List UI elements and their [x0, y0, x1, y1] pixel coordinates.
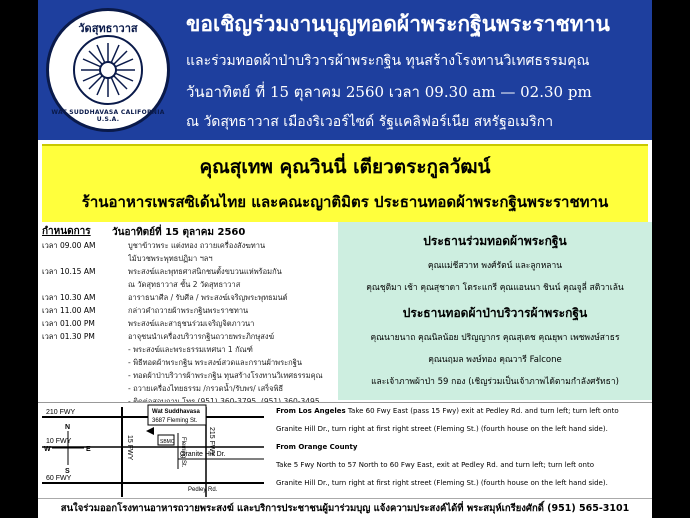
- compass-n: N: [65, 424, 71, 431]
- dharma-wheel-icon: [73, 35, 143, 105]
- fwy-15-label: 15 FWY: [126, 435, 133, 461]
- committee-heading-kathin: ประธานร่วมทอดผ้าพระกฐิน: [423, 234, 567, 248]
- schedule-desc: - ทอดผ้าป่าบริวารผ้าพระกฐิน ทุนสร้างโรงทานวิเทศธรรมคุณ: [128, 371, 323, 380]
- committee-line: คุณนายนาถ คุณนิลน้อย ปริญญากร คุณสุเดช คุณยุพา เพชพงษ์สาธร: [370, 333, 620, 343]
- schedule-row: [38, 278, 338, 291]
- header-banner: [38, 0, 652, 140]
- host-banner: [42, 144, 648, 224]
- schedule-time: เวลา 01.30 PM: [42, 332, 95, 341]
- schedule-row: [38, 239, 338, 252]
- directions-oc-title: From Orange County: [276, 443, 358, 451]
- sbmc-label: SBMC: [160, 439, 175, 445]
- schedule-time: เวลา 01.00 PM: [42, 319, 95, 328]
- schedule-row: [38, 252, 338, 265]
- fwy-60-label: 60 FWY: [46, 475, 72, 482]
- committee-line: คุณชุติมา เช้า คุณสุชาดา โตระแกรี คุณแอนนา ชินน์ คุณจูลี่ สติวาเล้น: [366, 283, 624, 293]
- granite-label: Granite Hill Dr.: [180, 451, 226, 458]
- pedley-label: Pedley Rd.: [188, 487, 218, 493]
- header-location: ณ วัดสุทธาวาส เมืองริเวอร์ไซด์ รัฐแคลิฟอร์เนีย สหรัฐอเมริกา: [186, 114, 554, 130]
- schedule-date: วันอาทิตย์ที่ 15 ตุลาคม 2560: [112, 227, 246, 238]
- map-section: [38, 402, 652, 499]
- directions-oc-text: Take 5 Fwy North to 57 North to 60 Fwy East, exit at Pedley Rd. and turn left; turn left onto: [276, 461, 595, 469]
- temple-seal: [46, 8, 170, 132]
- footer-contact: สนใจร่วมออกโรงทานอาหารถวายพระสงฆ์ และบริการประชาชนผู้มาร่วมบุญ แจ้งความประสงค์ได้ที่ พระสมุห์เกรียงศักดิ์ (951) 565-3101: [38, 498, 652, 518]
- schedule-row: [38, 330, 338, 343]
- fwy-210-label: 210 FWY: [46, 409, 76, 416]
- schedule-row: [38, 356, 338, 369]
- schedule-row: [38, 304, 338, 317]
- compass-w: W: [44, 446, 51, 453]
- schedule-desc: ไม้บวชพระพุทธปฏิมา ฯลฯ: [128, 254, 213, 263]
- compass-e: E: [86, 446, 91, 453]
- schedule-panel: [38, 222, 338, 400]
- directions-granite-2: Granite Hill Dr., turn right at first right street (Fleming St.) (fourth house on the left hand side).: [276, 479, 608, 487]
- location-map: [38, 403, 268, 499]
- flyer: [38, 0, 652, 518]
- temple-address: 3687 Fleming St.: [152, 418, 198, 424]
- committee-line: คุณแม่ชีสวาท พงศ์รัตน์ และลูกหลาน: [427, 261, 563, 271]
- schedule-row: [38, 291, 338, 304]
- schedule-desc: อาราธนาศีล / รับศีล / พระสงฆ์เจริญพระพุทธมนต์: [128, 293, 288, 302]
- schedule-time: เวลา 10.30 AM: [42, 293, 96, 302]
- host-description: ร้านอาหารเพรสซิเด้นไทย และคณะญาติมิตร ประธานทอดผ้าพระกฐินพระราชทาน: [81, 193, 609, 211]
- directions-la-text: Take 60 Fwy East (pass 15 Fwy) exit at Pedley Rd. and turn left; turn left onto: [347, 407, 619, 415]
- schedule-desc: บูชาข้าวพระ แต่งทอง ถวายเครื่องสังฆทาน: [128, 241, 266, 250]
- schedule-time: เวลา 10.15 AM: [42, 267, 96, 276]
- header-date: วันอาทิตย์ ที่ 15 ตุลาคม 2560 เวลา 09.30 am — 02.30 pm: [186, 83, 592, 101]
- schedule-desc: ณ วัดสุทธาวาส ชั้น 2 วัดสุทธาวาส: [128, 280, 241, 289]
- temple-label: Wat Suddhavasa: [152, 409, 200, 415]
- schedule-desc: กล่าวคำถวายผ้าพระกฐินพระราชทาน: [128, 306, 249, 315]
- schedule-desc: - ถวายเครื่องไทยธรรม /กรวดน้ำ/รับพร/ เสร็จพิธี: [128, 384, 284, 393]
- schedule-row: [38, 265, 338, 278]
- directions-la-title: From Los Angeles: [276, 407, 346, 415]
- directions-granite-1: Granite Hill Dr., turn right at first right street (Fleming St.) (fourth house on the left hand side).: [276, 425, 608, 433]
- fwy-215-label: 215 FWY: [208, 427, 215, 457]
- header-title: ขอเชิญร่วมงานบุญทอดผ้าพระกฐินพระราชทาน: [186, 11, 610, 36]
- seal-bottom-text: WAT SUDDHAVASA CALIFORNIA U.S.A.: [51, 109, 165, 123]
- schedule-row: [38, 317, 338, 330]
- committee-heading-papa: ประธานทอดผ้าป่าบริวารผ้าพระกฐิน: [402, 306, 588, 320]
- host-names: คุณสุเทพ คุณวินนี่ เตียวตระกูลวัฒน์: [199, 156, 491, 178]
- committee-line: และเจ้าภาพผ้าป่า 59 กอง (เชิญร่วมเป็นเจ้าภาพได้ตามกำลังศรัทธา): [371, 377, 619, 387]
- schedule-row: [38, 343, 338, 356]
- committee-line: คุณนฤมล พงษ์ทอง คุณวารี Falcone: [428, 355, 562, 365]
- committee-panel: [338, 222, 652, 400]
- schedule-time: เวลา 11.00 AM: [42, 306, 96, 315]
- schedule-list: [38, 239, 338, 408]
- schedule-desc: อาจุชนนำเครื่องบริวารกฐินถวายพระภิกษุสงฆ์: [128, 332, 275, 341]
- directions-la: [276, 407, 619, 415]
- schedule-desc: พระสงฆ์และพุทธศาสนิกชนตั้งขบวนแห่พร้อมกัน: [128, 267, 282, 276]
- schedule-time: เวลา 09.00 AM: [42, 241, 96, 250]
- schedule-row: [38, 369, 338, 382]
- fleming-label: Fleming St.: [180, 437, 186, 468]
- schedule-desc: - พิธีทอดผ้าพระกฐิน พระสงฆ์สวดและกรานผ้าพระกฐิน: [128, 358, 302, 367]
- schedule-row: [38, 382, 338, 395]
- schedule-desc: - พระสงฆ์และพระธรรมเทศนา 1 กัณฑ์: [128, 345, 253, 354]
- directions: [272, 403, 652, 499]
- fwy-10-label: 10 FWY: [46, 438, 72, 445]
- seal-top-text: วัดสุทธาวาส: [78, 22, 138, 35]
- schedule-title: กำหนดการ: [42, 226, 91, 237]
- compass-s: S: [65, 468, 70, 475]
- header-subtitle: และร่วมทอดผ้าป่าบริวารผ้าพระกฐิน ทุนสร้างโรงทานวิเทศธรรมคุณ: [186, 53, 590, 69]
- schedule-desc: พระสงฆ์และสาธุชนร่วมเจริญจิตภาวนา: [128, 319, 255, 328]
